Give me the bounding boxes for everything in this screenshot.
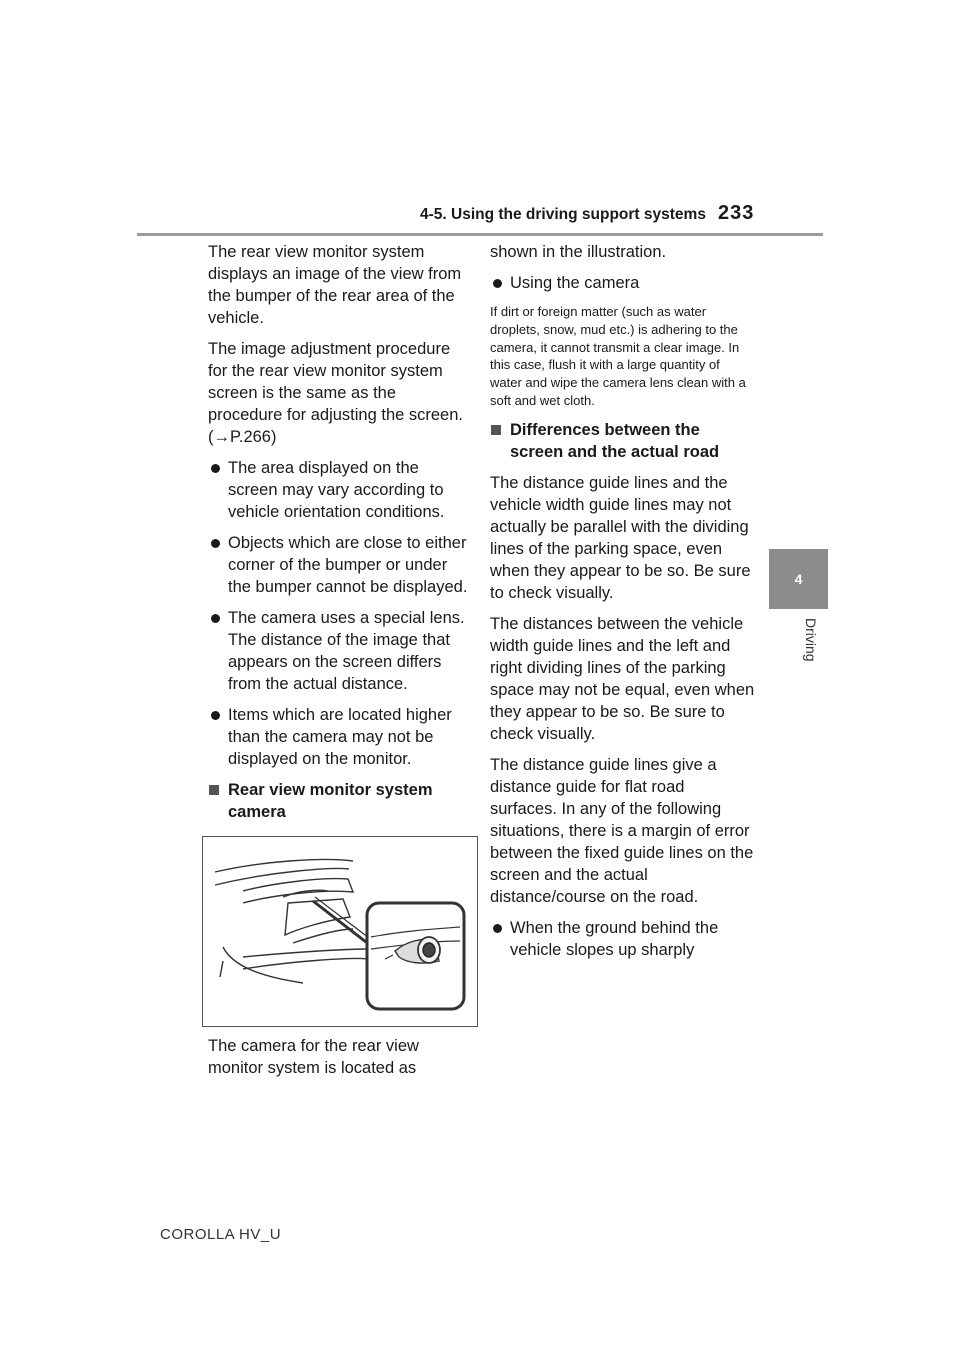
caption-continuation: shown in the illustration. bbox=[490, 243, 667, 261]
differences-heading-text: Differences between the screen and the actual road bbox=[510, 420, 720, 461]
bullet-item: When the ground behind the vehicle slopes up sharply bbox=[490, 917, 755, 961]
model-footer: COROLLA HV_U bbox=[160, 1226, 282, 1243]
chapter-label: Driving bbox=[803, 618, 819, 662]
differences-section-heading bbox=[490, 419, 755, 463]
differences-paragraph: The distances between the vehicle width guide lines and the left and right dividing lines of the parking space may not be equal, even when they appear to be so. Be sure to check visually. bbox=[490, 614, 755, 743]
adjustment-paragraph: The image adjustment procedure for the rear view monitor system screen is the same as the procedure for adjusting the screen. (→P.266) bbox=[208, 340, 463, 446]
chapter-tab[interactable]: 4 bbox=[769, 549, 828, 609]
section-title: 4-5. Using the driving support systems bbox=[420, 206, 706, 223]
bullet-item: The area displayed on the screen may vary according to vehicle orientation conditions. bbox=[208, 457, 470, 523]
square-bullet-icon bbox=[491, 425, 501, 435]
left-column bbox=[208, 241, 470, 1088]
camera-location-caption: The camera for the rear view monitor system is located as bbox=[208, 1037, 419, 1077]
bullet-item: Items which are located higher than the camera may not be displayed on the monitor. bbox=[208, 704, 470, 770]
right-column bbox=[490, 241, 755, 970]
differences-paragraph: The distance guide lines and the vehicle width guide lines may not actually be parallel with the dividing lines of the parking space, even when they appear to be so. Be sure to check visually. bbox=[490, 473, 751, 602]
page-number: 233 bbox=[718, 202, 755, 224]
differences-paragraph: The distance guide lines give a distance guide for flat road surfaces. In any of the following situations, there is a margin of error between the fixed guide lines on the screen and the actual distance/course on the road. bbox=[490, 755, 754, 906]
rear-camera-drawing bbox=[203, 837, 479, 1028]
bullet-item: Using the camera bbox=[490, 272, 755, 294]
camera-heading-text: Rear view monitor system camera bbox=[228, 781, 433, 821]
camera-section-heading bbox=[208, 779, 470, 823]
bullet-item: The camera uses a special lens. The distance of the image that appears on the screen differs from the actual distance. bbox=[208, 607, 470, 695]
camera-location-illustration bbox=[202, 836, 478, 1027]
camera-cleaning-note: If dirt or foreign matter (such as water droplets, snow, mud etc.) is adhering to the camera, it cannot transmit a clear image. In this case, flush it with a large quantity of water and wipe the camera lens clean with a soft and wet cloth. bbox=[490, 304, 746, 408]
square-bullet-icon bbox=[209, 785, 219, 795]
header-divider bbox=[137, 233, 823, 236]
intro-paragraph: The rear view monitor system displays an image of the view from the bumper of the rear area of the vehicle. bbox=[208, 243, 462, 327]
bullet-item: Objects which are close to either corner of the bumper or under the bumper cannot be displayed. bbox=[208, 532, 470, 598]
